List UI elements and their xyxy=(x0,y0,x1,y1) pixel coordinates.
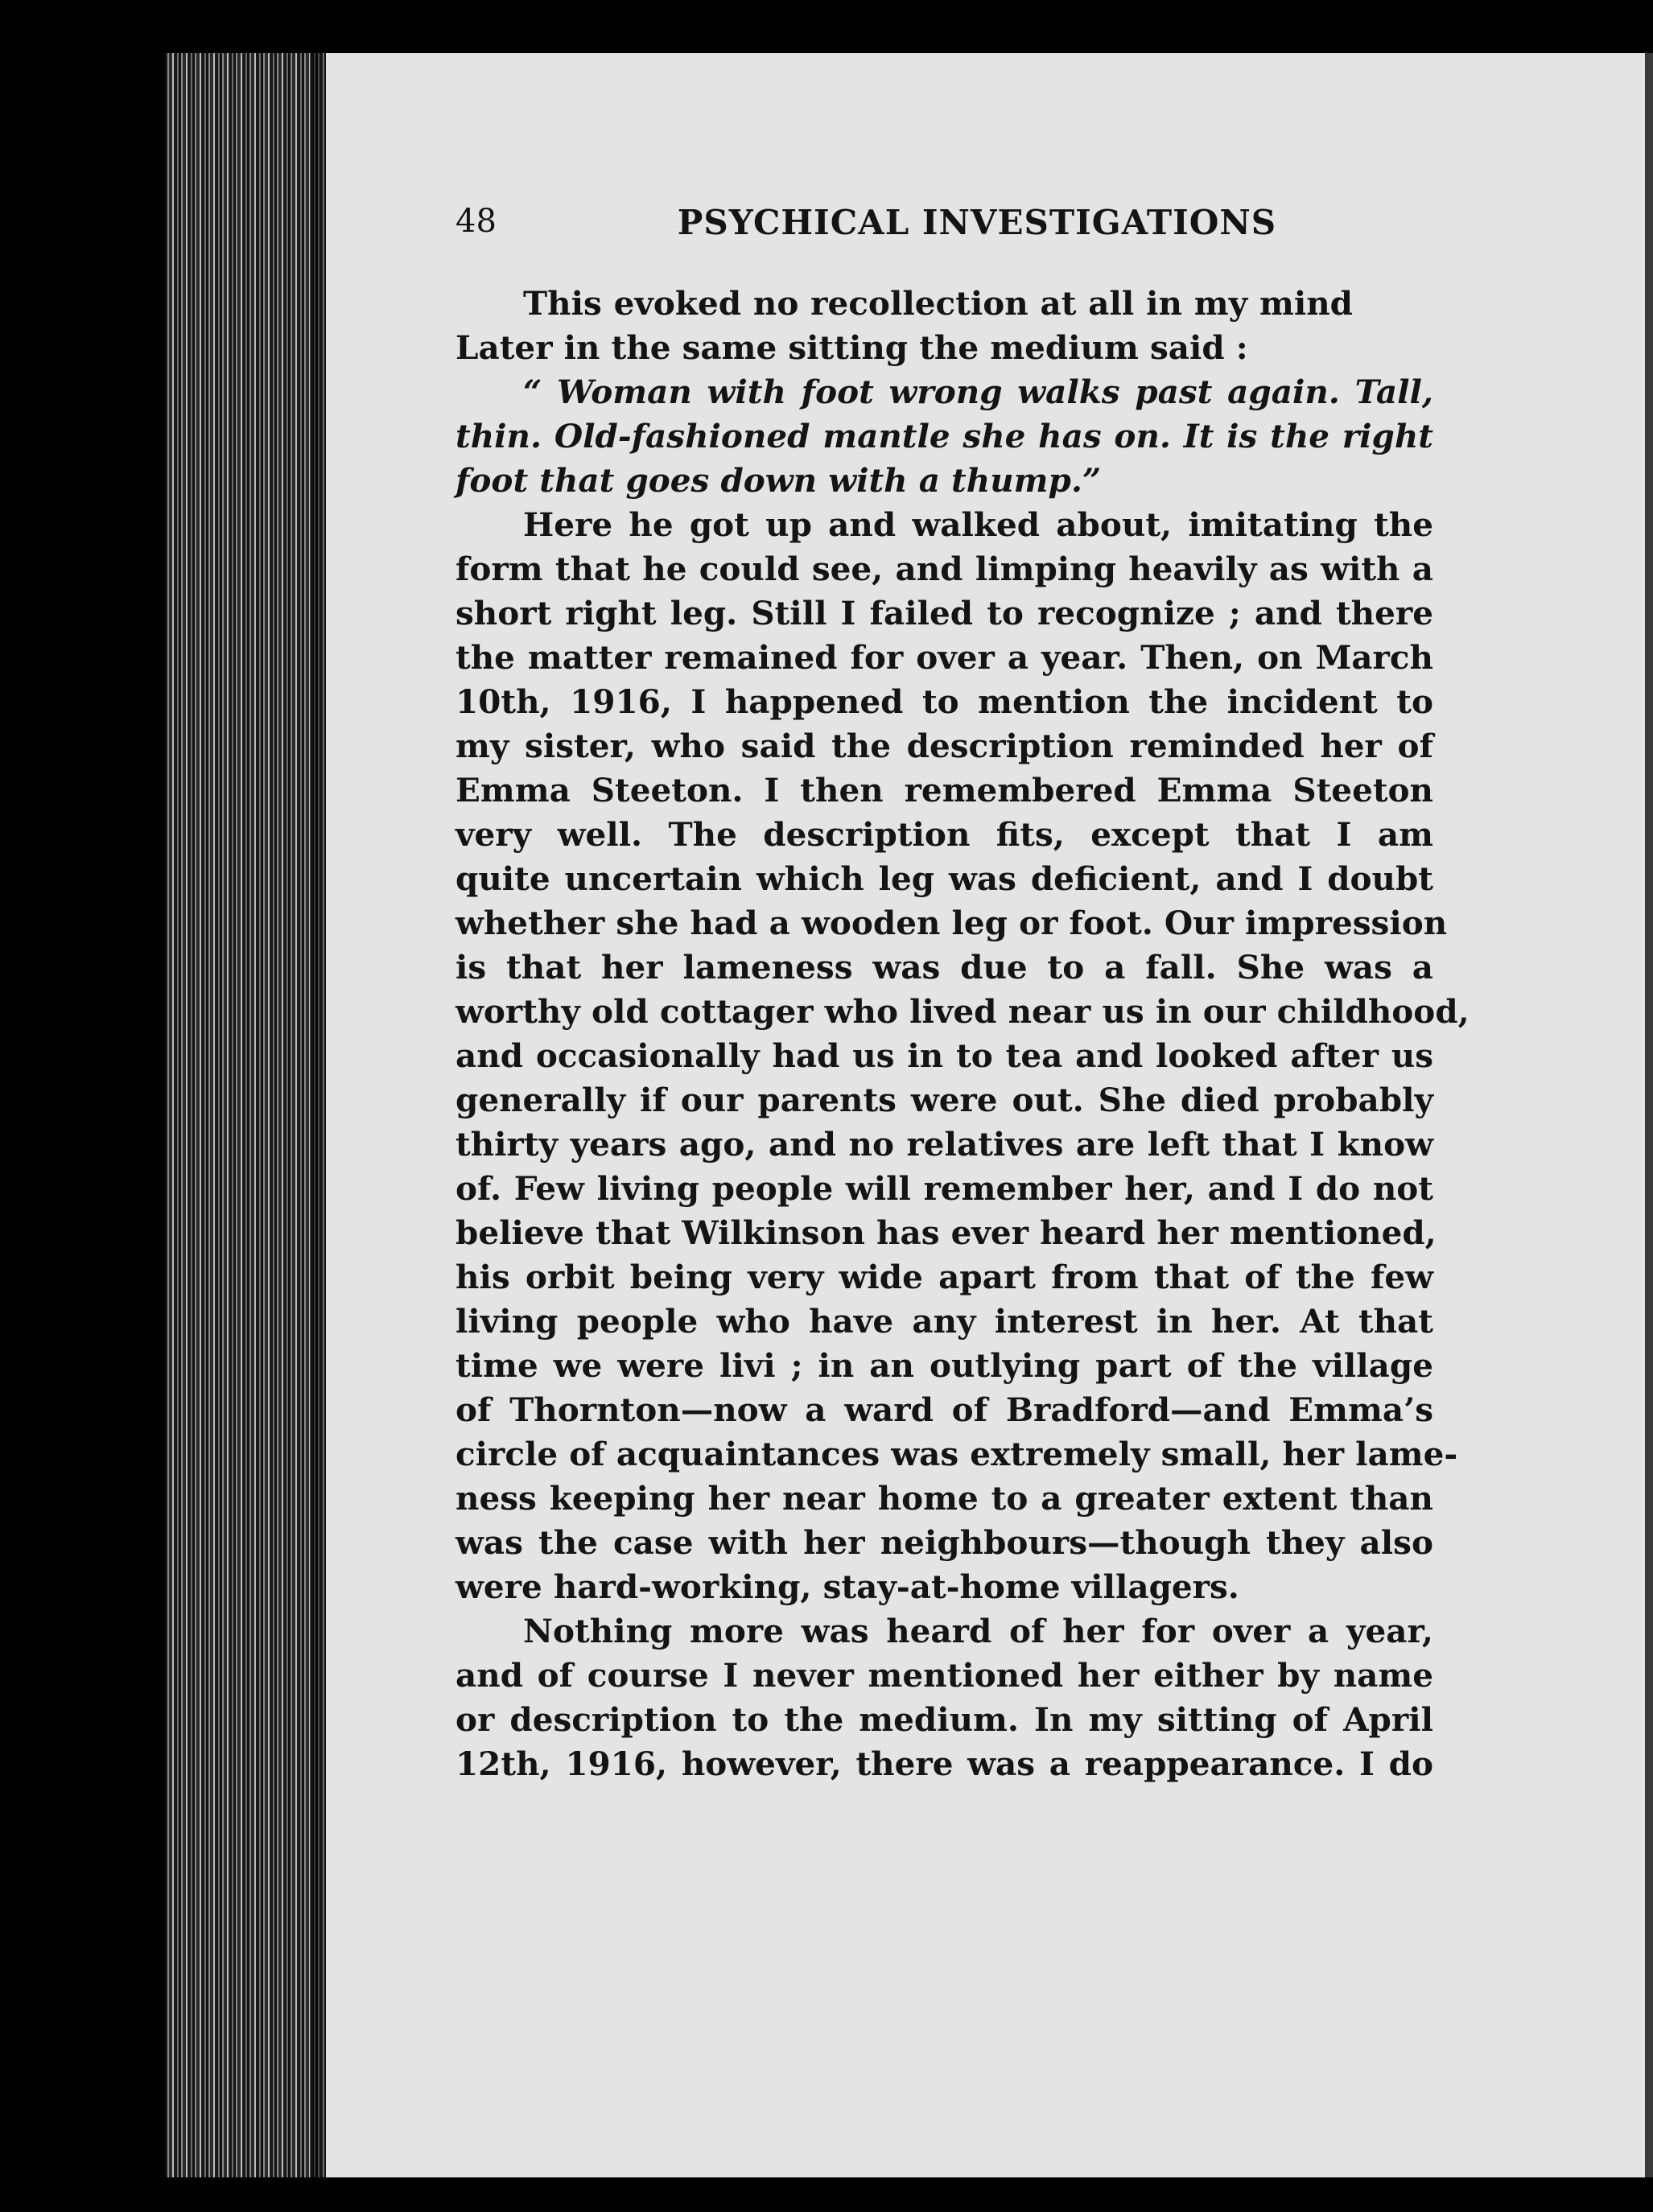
page-number: 48 xyxy=(456,203,497,240)
text-line: foot that goes down with a thump.” xyxy=(456,461,1102,500)
text-line: thin. Old-fashioned mantle she has on. It is the right xyxy=(456,417,1433,455)
page-right-edge xyxy=(1645,53,1653,2177)
text-line: or description to the medium. In my sitting of April xyxy=(456,1700,1433,1739)
text-line: worthy old cottager who lived near us in our childhood, xyxy=(456,992,1470,1031)
text-line: “ Woman with foot wrong walks past again. Tall, xyxy=(523,373,1433,411)
text-line: believe that Wilkinson has ever heard her mentioned, xyxy=(456,1213,1437,1252)
text-line: and occasionally had us in to tea and looked after us xyxy=(456,1036,1433,1075)
text-line: is that her lameness was due to a fall. She was a xyxy=(456,948,1433,987)
text-line: of Thornton—now a ward of Bradford—and Emma’s xyxy=(456,1390,1433,1429)
text-line: Nothing more was heard of her for over a year, xyxy=(523,1612,1433,1650)
text-line: ness keeping her near home to a greater extent than xyxy=(456,1479,1433,1518)
text-line: and of course I never mentioned her either by name xyxy=(456,1656,1433,1695)
text-line: Here he got up and walked about, imitating the xyxy=(523,505,1433,544)
text-line: Emma Steeton. I then remembered Emma Steeton xyxy=(456,771,1433,809)
text-line: 10th, 1916, I happened to mention the incident to xyxy=(456,682,1433,721)
text-line: This evoked no recollection at all in my mind xyxy=(523,284,1353,323)
running-title: PSYCHICAL INVESTIGATIONS xyxy=(677,203,1277,242)
text-line: living people who have any interest in her. At that xyxy=(456,1302,1433,1341)
text-line: my sister, who said the description reminded her of xyxy=(456,727,1433,765)
text-line: time we were livi ; in an outlying part of the village xyxy=(456,1346,1433,1385)
text-line: whether she had a wooden leg or foot. Our impression xyxy=(456,904,1448,942)
text-line: 12th, 1916, however, there was a reappearance. I do xyxy=(456,1744,1433,1783)
text-line: generally if our parents were out. She died probably xyxy=(456,1081,1433,1119)
page-edges xyxy=(165,53,326,2177)
running-head xyxy=(456,203,1433,242)
text-line: very well. The description fits, except that I am xyxy=(456,815,1433,854)
text-line: form that he could see, and limping heavily as with a xyxy=(456,550,1433,588)
text-line: circle of acquaintances was extremely small, her lame- xyxy=(456,1435,1458,1473)
text-line: his orbit being very wide apart from that of the few xyxy=(456,1258,1433,1296)
text-line: short right leg. Still I failed to recognize ; and there xyxy=(456,594,1433,632)
text-line: Later in the same sitting the medium said : xyxy=(456,328,1248,367)
text-line: thirty years ago, and no relatives are left that I know xyxy=(456,1125,1433,1164)
text-line: quite uncertain which leg was deficient, and I doubt xyxy=(456,859,1433,898)
text-line: the matter remained for over a year. Then, on March xyxy=(456,638,1433,677)
text-line: of. Few living people will remember her, and I do not xyxy=(456,1169,1433,1208)
text-line: was the case with her neighbours—though they also xyxy=(456,1523,1433,1562)
text-line: were hard-working, stay-at-home villagers. xyxy=(456,1567,1239,1606)
